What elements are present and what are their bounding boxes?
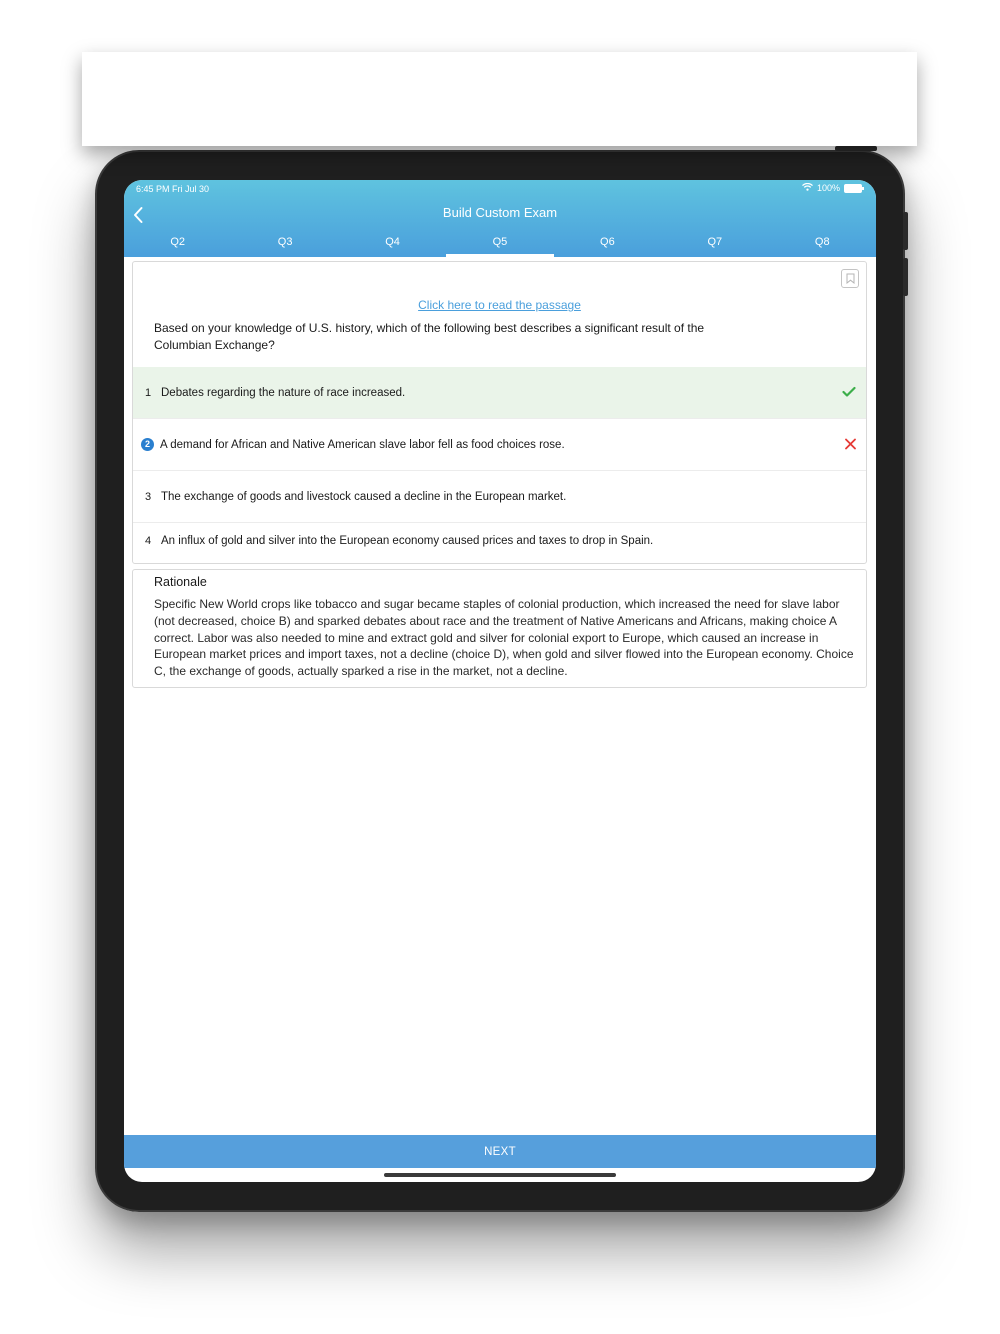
- answer-options: [133, 367, 866, 561]
- answer-option-2[interactable]: [133, 419, 866, 471]
- question-text: Based on your knowledge of U.S. history, which of the following best describes a significant result of the Columbian Exchange?: [154, 321, 705, 352]
- checkmark-icon: [842, 384, 856, 401]
- page-title: Build Custom Exam: [442, 205, 558, 220]
- rationale-title: Rationale: [154, 575, 207, 589]
- read-passage-link[interactable]: Click here to read the passage: [418, 298, 581, 312]
- top-banner: [82, 52, 917, 146]
- option-number: 1: [144, 386, 152, 399]
- status-indicators: [802, 183, 862, 193]
- wifi-icon: [802, 183, 813, 193]
- tab-q4[interactable]: Q4: [385, 236, 400, 248]
- tab-q8[interactable]: Q8: [814, 236, 830, 248]
- tab-q7[interactable]: Q7: [707, 236, 723, 248]
- app-header: [124, 180, 876, 257]
- app-screen: [124, 180, 876, 1182]
- bookmark-icon: [846, 273, 855, 284]
- bookmark-button[interactable]: [841, 269, 859, 288]
- status-time: 6:45 PM Fri Jul 30: [136, 184, 210, 194]
- option-text: An influx of gold and silver into the European economy caused prices and taxes to drop in Spain.: [161, 535, 654, 547]
- answer-option-3[interactable]: [133, 471, 866, 523]
- question-card: [132, 261, 867, 564]
- option-number-selected: 2: [141, 438, 154, 451]
- option-text: The exchange of goods and livestock caused a decline in the European market.: [161, 490, 567, 503]
- answer-option-1[interactable]: [133, 367, 866, 419]
- volume-up-button: [903, 212, 908, 250]
- option-number: 4: [144, 535, 152, 547]
- option-text: Debates regarding the nature of race increased.: [161, 386, 406, 399]
- option-number: 3: [144, 490, 152, 503]
- tab-q6[interactable]: Q6: [600, 236, 615, 248]
- home-indicator: [384, 1173, 616, 1177]
- tab-q3[interactable]: Q3: [277, 236, 293, 248]
- cross-icon: [845, 436, 856, 453]
- battery-icon: [844, 184, 862, 193]
- tab-q2[interactable]: Q2: [170, 236, 186, 248]
- next-button[interactable]: NEXT: [124, 1135, 876, 1168]
- answer-option-4[interactable]: [133, 523, 866, 561]
- tab-q5[interactable]: Q5: [446, 235, 553, 257]
- rationale-text: Specific New World crops like tobacco and sugar became staples of colonial production, which increased the need for slave labor (not decreased, choice B) and sparked debates about race and the treatment of Native Americans and Africans, making choice A correct. Labor was also needed to mine and extract gold and silver for colonial export to Europe, which caused an increase in European market prices and import taxes, not a decline (choice D), when gold and silver flowed into the European economy. Choice C, the exchange of goods, actually sparked a rise in the market, not a decline.: [154, 597, 854, 679]
- rationale-card: [132, 569, 867, 688]
- question-tabs: [124, 235, 876, 257]
- battery-percent: 100%: [816, 183, 840, 193]
- volume-down-button: [903, 258, 908, 296]
- power-button: [835, 146, 877, 151]
- option-text: A demand for African and Native American slave labor fell as food choices rose.: [160, 438, 565, 451]
